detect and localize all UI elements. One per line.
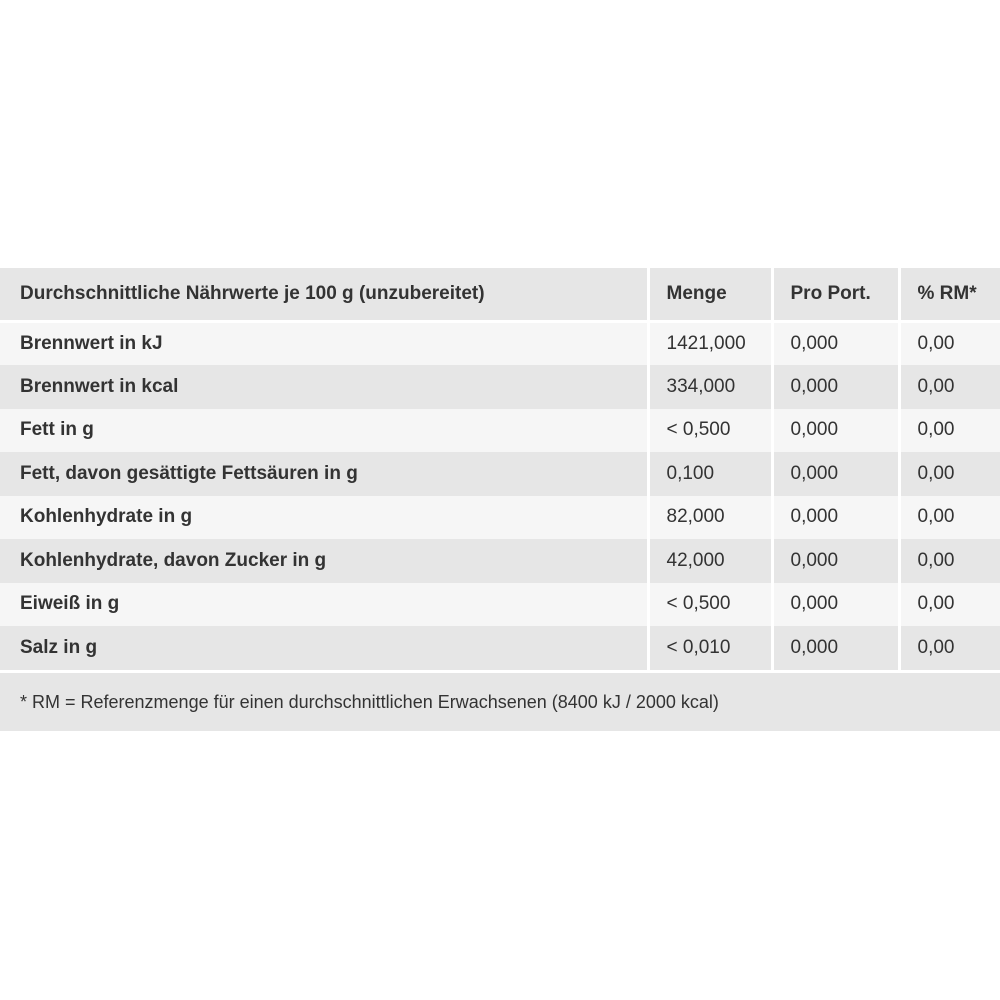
reference-footnote: * RM = Referenzmenge für einen durchschnittlichen Erwachsenen (8400 kJ / 2000 kcal)	[0, 670, 1000, 731]
header-per-portion: Pro Port.	[772, 268, 899, 322]
nutrient-label: Eiweiß in g	[0, 583, 648, 627]
table-row	[0, 365, 1000, 409]
table-row	[0, 409, 1000, 453]
reference-percent-value: 0,00	[899, 452, 1000, 496]
reference-percent-value: 0,00	[899, 539, 1000, 583]
reference-percent-value: 0,00	[899, 583, 1000, 627]
amount-value: 42,000	[648, 539, 772, 583]
nutrient-label: Salz in g	[0, 626, 648, 670]
per-portion-value: 0,000	[772, 365, 899, 409]
nutrient-label: Fett, davon gesättigte Fettsäuren in g	[0, 452, 648, 496]
nutrient-label: Brennwert in kJ	[0, 322, 648, 366]
nutrient-label: Brennwert in kcal	[0, 365, 648, 409]
table-row	[0, 583, 1000, 627]
table-row	[0, 496, 1000, 540]
table-row	[0, 539, 1000, 583]
amount-value: 334,000	[648, 365, 772, 409]
nutrient-label: Fett in g	[0, 409, 648, 453]
nutrition-table-container	[0, 268, 1000, 731]
amount-value: 1421,000	[648, 322, 772, 366]
per-portion-value: 0,000	[772, 539, 899, 583]
header-amount: Menge	[648, 268, 772, 322]
per-portion-value: 0,000	[772, 583, 899, 627]
nutrient-label: Kohlenhydrate, davon Zucker in g	[0, 539, 648, 583]
per-portion-value: 0,000	[772, 322, 899, 366]
amount-value: < 0,500	[648, 409, 772, 453]
per-portion-value: 0,000	[772, 409, 899, 453]
reference-percent-value: 0,00	[899, 496, 1000, 540]
amount-value: < 0,010	[648, 626, 772, 670]
table-row	[0, 452, 1000, 496]
table-header-row	[0, 268, 1000, 322]
header-nutrient: Durchschnittliche Nährwerte je 100 g (unzubereitet)	[0, 268, 648, 322]
header-reference-percent: % RM*	[899, 268, 1000, 322]
reference-percent-value: 0,00	[899, 626, 1000, 670]
per-portion-value: 0,000	[772, 626, 899, 670]
amount-value: 0,100	[648, 452, 772, 496]
table-row	[0, 322, 1000, 366]
amount-value: < 0,500	[648, 583, 772, 627]
nutrition-table	[0, 268, 1000, 670]
nutrient-label: Kohlenhydrate in g	[0, 496, 648, 540]
amount-value: 82,000	[648, 496, 772, 540]
reference-percent-value: 0,00	[899, 365, 1000, 409]
per-portion-value: 0,000	[772, 452, 899, 496]
reference-percent-value: 0,00	[899, 409, 1000, 453]
table-row	[0, 626, 1000, 670]
reference-percent-value: 0,00	[899, 322, 1000, 366]
per-portion-value: 0,000	[772, 496, 899, 540]
